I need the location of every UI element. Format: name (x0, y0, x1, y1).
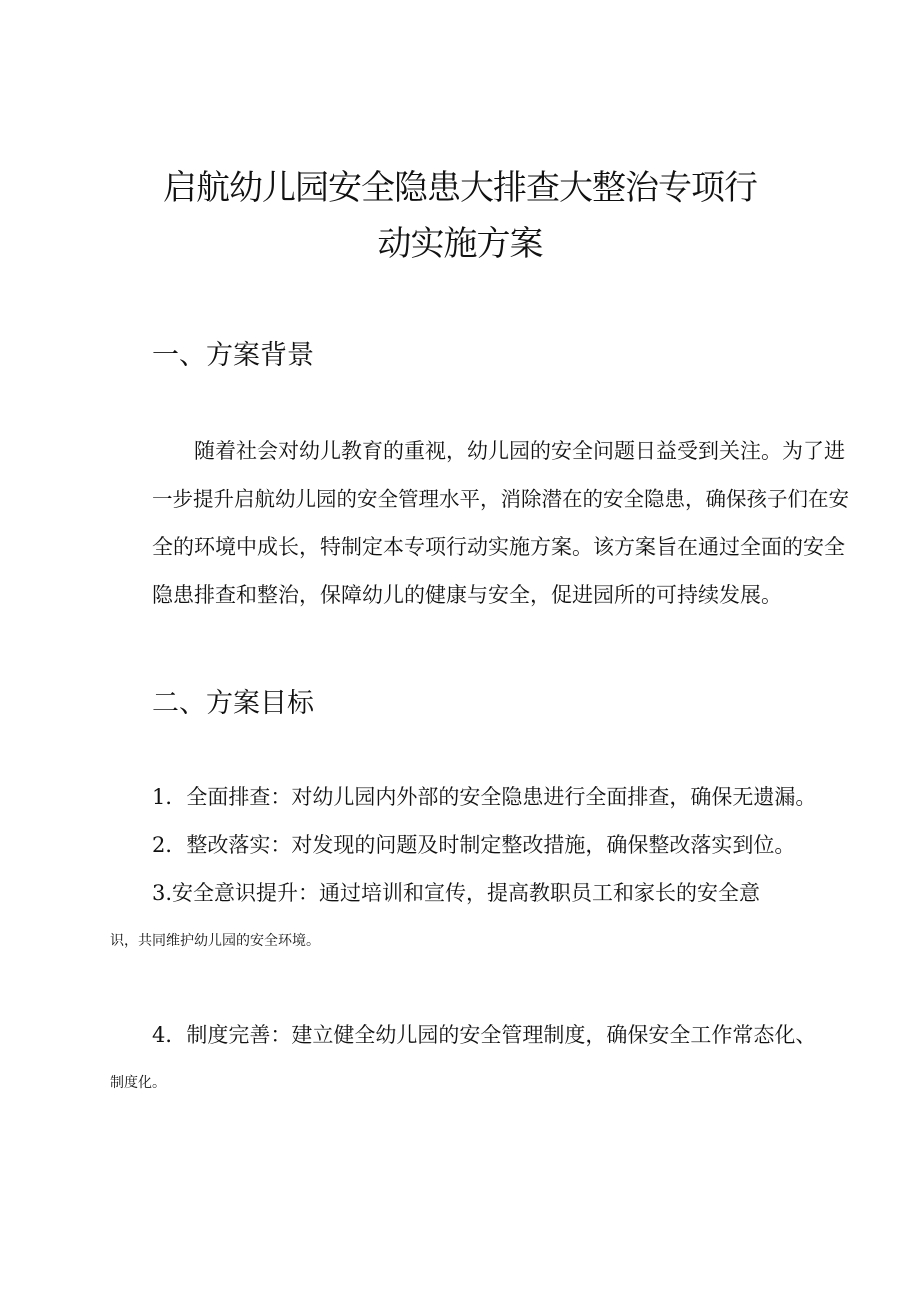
goal-item (152, 773, 842, 821)
paragraph-line: 随着社会对幼儿教育的重视，幼儿园的安全问题日益受到关注。为了进 (194, 439, 845, 463)
section-heading-background: 一、方案背景 (152, 340, 314, 371)
paragraph-line: 全的环境中成长，特制定本专项行动实施方案。该方案旨在通过全面的安全 (152, 535, 845, 559)
paragraph-line: 隐患排查和整治，保障幼儿的健康与安全，促进园所的可持续发展。 (152, 583, 782, 607)
background-paragraph (152, 427, 849, 619)
goal-line: 1．全面排查：对幼儿园内外部的安全隐患进行全面排查，确保无遗漏。 (152, 785, 817, 809)
goal-line: 3.安全意识提升：通过培训和宣传，提高教职员工和家长的安全意 (152, 881, 761, 905)
goal-line: 识，共同维护幼儿园的安全环境。 (110, 933, 320, 949)
goal-line: 4．制度完善：建立健全幼儿园的安全管理制度，确保安全工作常态化、 (152, 1023, 817, 1047)
goal-line: 制度化。 (110, 1075, 166, 1091)
title-line-2: 动实施方案 (377, 224, 543, 264)
section-heading-goals: 二、方案目标 (152, 688, 314, 719)
goal-item (152, 821, 842, 869)
document-title (120, 160, 800, 272)
title-line-1: 启航幼儿园安全隐患大排查大整治专项行 (163, 168, 757, 208)
goal-line: 2．整改落实：对发现的问题及时制定整改措施，确保整改落实到位。 (152, 833, 796, 857)
goal-item (110, 1011, 842, 1107)
goal-item (110, 869, 842, 965)
paragraph-line: 一步提升启航幼儿园的安全管理水平，消除潜在的安全隐患，确保孩子们在安 (152, 487, 849, 511)
